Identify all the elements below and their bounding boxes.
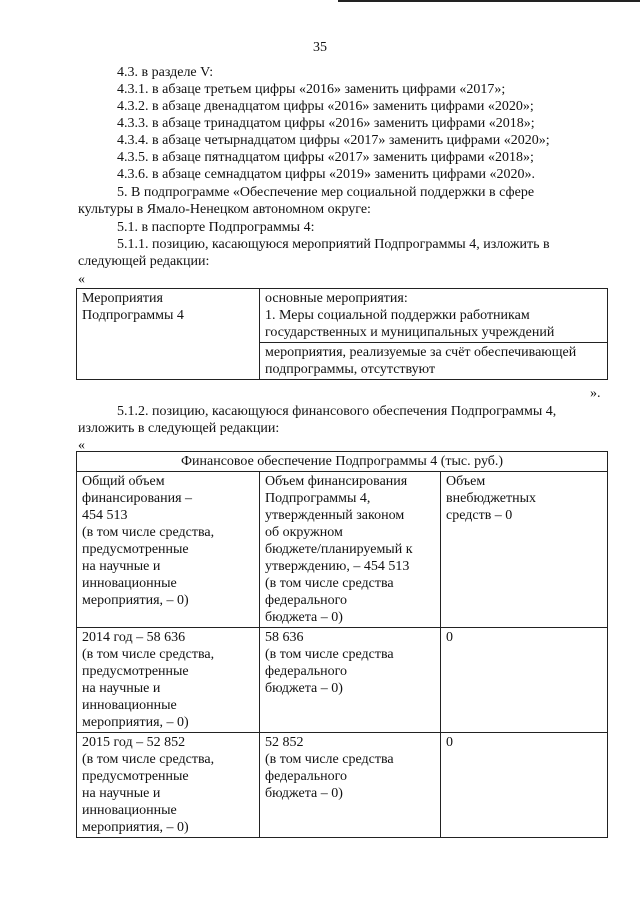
close-quote: ». [590,386,601,401]
table-cell: Общий объем финансирования – 454 513 (в том числе средства, предусмотренные на научные и инновационные мероприятия, – 0) [77,472,260,628]
text-line: 4.3.4. в абзаце четырнадцатом цифры «2017» заменить цифрами «2020»; [117,133,550,148]
support-activities-cell: мероприятия, реализуемые за счёт обеспечивающей подпрограммы, отсутствуют [260,343,608,380]
text-line-justified: 5.1.2. позицию, касающуюся финансового обеспечения Подпрограммы 4, [117,404,557,419]
table-cell: 2015 год – 52 852 (в том числе средства, предусмотренные на научные и инновационные мероприятия, – 0) [77,733,260,838]
top-border-line [338,0,640,2]
activities-label-cell: Мероприятия Подпрограммы 4 [77,289,260,380]
table-cell: 0 [441,733,608,838]
financing-table-header: Финансовое обеспечение Подпрограммы 4 (тыс. руб.) [77,452,608,472]
table-row [77,472,608,628]
text-line-justified: 5.1.1. позицию, касающуюся мероприятий Подпрограммы 4, изложить в [117,237,550,252]
open-quote: « [78,438,85,453]
table-cell: Объем финансирования Подпрограммы 4, утвержденный законом об окружном бюджете/планируемый к утверждению, – 454 513 (в том числе средства федерального бюджета – 0) [260,472,441,628]
table-row [77,628,608,733]
table-cell: 0 [441,628,608,733]
table-cell: 2014 год – 58 636 (в том числе средства, предусмотренные на научные и инновационные мероприятия, – 0) [77,628,260,733]
open-quote: « [78,272,85,287]
page-number: 35 [313,40,327,55]
text-line: 4.3.2. в абзаце двенадцатом цифры «2016» заменить цифрами «2020»; [117,99,534,114]
text-line: культуры в Ямало-Ненецком автономном округе: [78,202,371,217]
table-cell: 58 636 (в том числе средства федерального бюджета – 0) [260,628,441,733]
financing-table [76,451,608,838]
text-line: 4.3.1. в абзаце третьем цифры «2016» заменить цифрами «2017»; [117,82,506,97]
text-line: 4.3.3. в абзаце тринадцатом цифры «2016» заменить цифрами «2018»; [117,116,535,131]
activities-table [76,288,608,380]
text-line-justified: 5. В подпрограмме «Обеспечение мер социальной поддержки в сфере [117,185,535,200]
text-line: 4.3.6. в абзаце семнадцатом цифры «2019» заменить цифрами «2020». [117,167,535,182]
main-activities-cell: основные мероприятия: 1. Меры социальной поддержки работникам государственных и муниципальных учреждений [260,289,608,343]
table-cell: Объем внебюджетных средств – 0 [441,472,608,628]
text-line: следующей редакции: [78,254,210,269]
text-line: изложить в следующей редакции: [78,421,280,436]
text-line: 5.1. в паспорте Подпрограммы 4: [117,220,315,235]
table-row [77,733,608,838]
text-line: 4.3. в разделе V: [117,65,214,80]
text-line: 4.3.5. в абзаце пятнадцатом цифры «2017» заменить цифрами «2018»; [117,150,534,165]
table-cell: 52 852 (в том числе средства федерального бюджета – 0) [260,733,441,838]
